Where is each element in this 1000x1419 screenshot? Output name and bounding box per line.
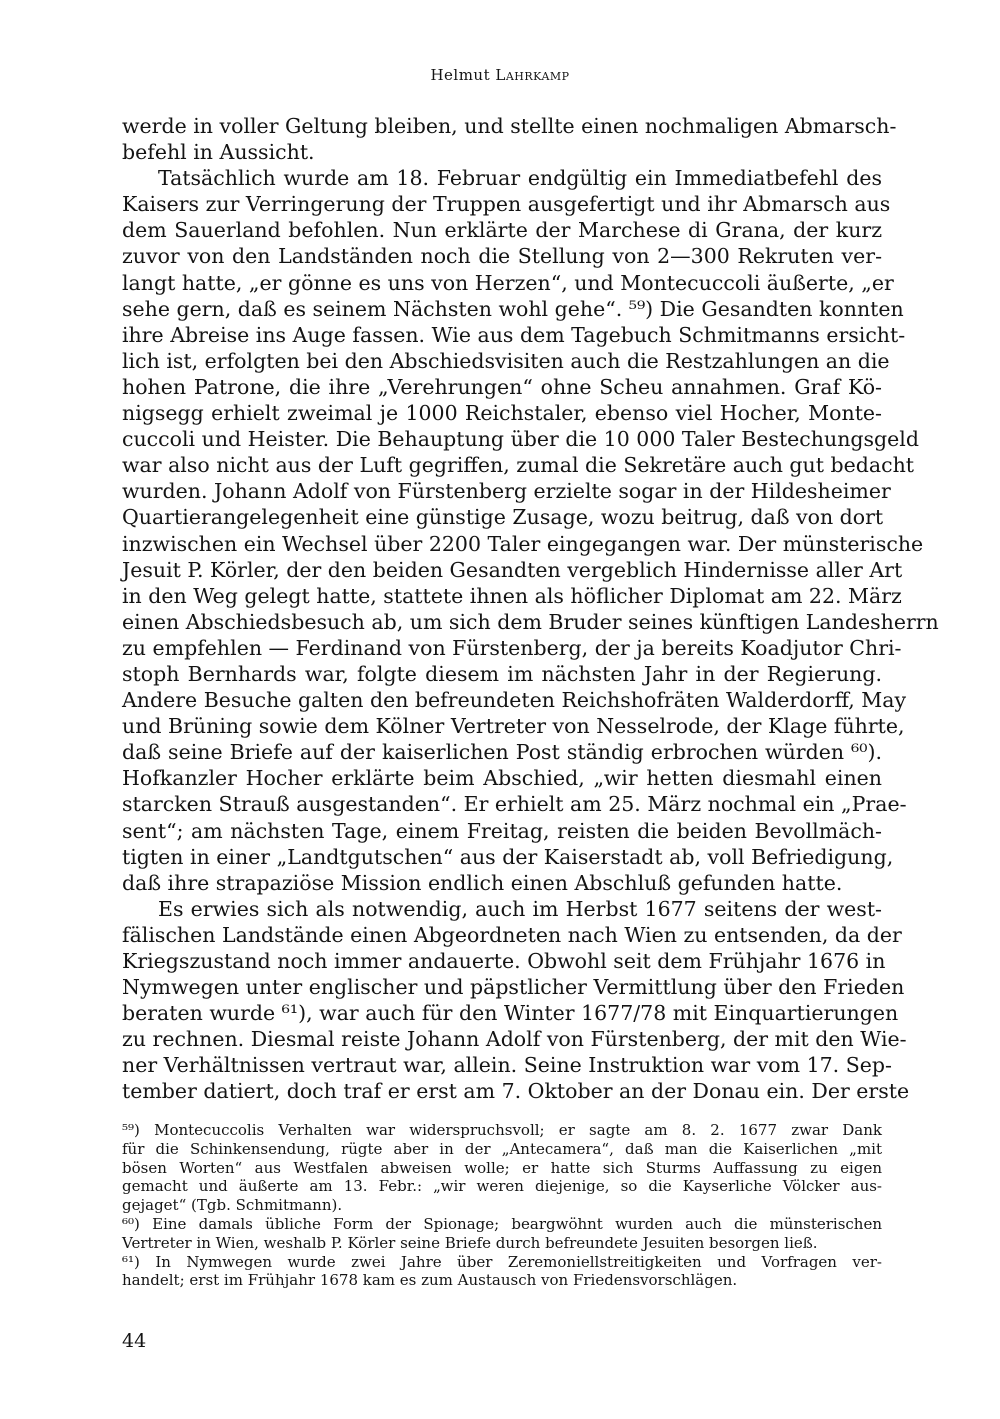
- paragraph: [122, 165, 939, 896]
- text-line: Nymwegen unter englischer und päpstlicher Vermittlung über den Frieden: [122, 975, 905, 1000]
- footnote-line: Vertreter in Wien, weshalb P. Körler seine Briefe durch befreundete Jesuiten besorgen ließ.: [122, 1233, 818, 1252]
- text-line: tigten in einer „Landtgutschen“ aus der Kaiserstadt ab, voll Befriedigung,: [122, 844, 894, 869]
- text-line: nigsegg erhielt zweimal je 1000 Reichstaler, ebenso viel Hocher, Monte-: [122, 401, 882, 426]
- footnotes: [122, 1121, 882, 1290]
- page-number: 44: [122, 1330, 147, 1352]
- footnote-line: gejaget“ (Tgb. Schmitmann).: [122, 1196, 343, 1215]
- author-first-name: Helmut: [430, 66, 491, 84]
- body-text: [122, 113, 939, 1105]
- text-line: und Brüning sowie dem Kölner Vertreter von Nesselrode, der Klage führte,: [122, 714, 905, 739]
- text-line: werde in voller Geltung bleiben, und stellte einen nochmaligen Abmarsch-: [122, 114, 897, 138]
- footnote-line: ⁶¹) In Nymwegen wurde zwei Jahre über Zeremoniellstreitigkeiten und Vorfragen ver-: [122, 1252, 882, 1271]
- running-head: [0, 66, 1000, 84]
- text-line: einen Abschiedsbesuch ab, um sich dem Bruder seines künftigen Landesherrn: [122, 609, 939, 634]
- text-line: Hofkanzler Hocher erklärte beim Abschied, „wir hetten diesmahl einen: [122, 766, 882, 791]
- footnote-line: ⁵⁹) Montecuccolis Verhalten war widerspruchsvoll; er sagte am 8. 2. 1677 zwar Dank: [122, 1121, 882, 1139]
- paragraph: [122, 113, 897, 165]
- text-line: war also nicht aus der Luft gegriffen, zumal die Sekretäre auch gut bedacht: [122, 453, 915, 478]
- text-line: ihre Abreise ins Auge fassen. Wie aus dem Tagebuch Schmitmanns ersicht-: [122, 322, 906, 347]
- text-line: starcken Strauß ausgestanden“. Er erhielt am 25. März nochmal ein „Prae-: [122, 792, 907, 817]
- text-line: ner Verhältnissen vertraut war, allein. Seine Instruktion war vom 17. Sep-: [122, 1053, 892, 1078]
- text-line: Tatsächlich wurde am 18. Februar endgültig ein Immediatbefehl des: [158, 166, 882, 191]
- text-line: befehl in Aussicht.: [122, 140, 315, 165]
- text-line: sent“; am nächsten Tage, einem Freitag, reisten die beiden Bevollmäch-: [122, 818, 882, 843]
- text-line: Kaisers zur Verringerung der Truppen ausgefertigt und ihr Abmarsch aus: [122, 192, 891, 217]
- text-line: hohen Patrone, die ihre „Verehrungen“ ohne Scheu annahmen. Graf Kö-: [122, 374, 882, 399]
- text-line: tember datiert, doch traf er erst am 7. Oktober an der Donau ein. Der erste: [122, 1079, 910, 1104]
- text-line: beraten wurde ⁶¹), war auch für den Winter 1677/78 mit Einquartierungen: [122, 1001, 899, 1026]
- text-line: zu rechnen. Diesmal reiste Johann Adolf von Fürstenberg, der mit den Wie-: [122, 1027, 907, 1052]
- text-line: inzwischen ein Wechsel über 2200 Taler eingegangen war. Der münsterische: [122, 531, 924, 556]
- footnote-line: gemacht und äußerte am 13. Febr.: „wir weren diejenige, so die Kayserliche Völcker aus-: [122, 1177, 882, 1196]
- text-line: dem Sauerland befohlen. Nun erklärte der Marchese di Grana, der kurz: [122, 218, 882, 243]
- text-line: in den Weg gelegt hatte, stattete ihnen als höflicher Diplomat am 22. März: [122, 583, 902, 608]
- text-line: lich ist, erfolgten bei den Abschiedsvisiten auch die Restzahlungen an die: [122, 348, 890, 373]
- footnote-line: für die Schinkensendung, rügte aber in der „Antecamera“, daß man die Kaiserlichen „mit: [122, 1139, 882, 1158]
- text-line: Jesuit P. Körler, der den beiden Gesandten vergeblich Hindernisse aller Art: [122, 557, 903, 582]
- text-line: wurden. Johann Adolf von Fürstenberg erzielte sogar in der Hildesheimer: [122, 479, 891, 504]
- text-line: Es erwies sich als notwendig, auch im Herbst 1677 seitens der west-: [158, 896, 882, 921]
- text-line: zu empfehlen — Ferdinand von Fürstenberg, der ja bereits Koadjutor Chri-: [122, 635, 902, 660]
- text-line: daß ihre strapaziöse Mission endlich einen Abschluß gefunden hatte.: [122, 870, 843, 895]
- text-line: zuvor von den Landständen noch die Stellung von 2—300 Rekruten ver-: [122, 244, 882, 269]
- text-line: Quartierangelegenheit eine günstige Zusage, wozu beitrug, daß von dort: [122, 505, 884, 530]
- text-line: stoph Bernhards war, folgte diesem im nächsten Jahr in der Regierung.: [122, 661, 882, 686]
- text-line: cuccoli und Heister. Die Behauptung über die 10 000 Taler Bestechungsgeld: [122, 427, 919, 452]
- text-line: daß seine Briefe auf der kaiserlichen Post ständig erbrochen würden ⁶⁰).: [122, 740, 882, 765]
- footnote-line: handelt; erst im Frühjahr 1678 kam es zum Austausch von Friedensvorschlägen.: [122, 1271, 738, 1290]
- text-line: Kriegszustand noch immer andauerte. Obwohl seit dem Frühjahr 1676 in: [122, 949, 886, 973]
- text-line: fälischen Landstände einen Abgeordneten nach Wien zu entsenden, da der: [122, 922, 902, 947]
- text-line: Andere Besuche galten den befreundeten Reichshofräten Walderdorff, May: [122, 688, 907, 713]
- author-last-name: Lahrkamp: [495, 66, 570, 84]
- footnote-line: bösen Worten“ aus Westfalen abweisen wolle; er hatte sich Sturms Auffassung zu eigen: [122, 1158, 882, 1177]
- text-line: langt hatte, „er gönne es uns von Herzen“, und Montecuccoli äußerte, „er: [122, 270, 894, 295]
- footnote-line: ⁶⁰) Eine damals übliche Form der Spionage; beargwöhnt wurden auch die münsterischen: [122, 1214, 882, 1233]
- paragraph: [122, 896, 910, 1105]
- text-line: sehe gern, daß es seinem Nächsten wohl gehe“. ⁵⁹) Die Gesandten konnten: [122, 296, 904, 321]
